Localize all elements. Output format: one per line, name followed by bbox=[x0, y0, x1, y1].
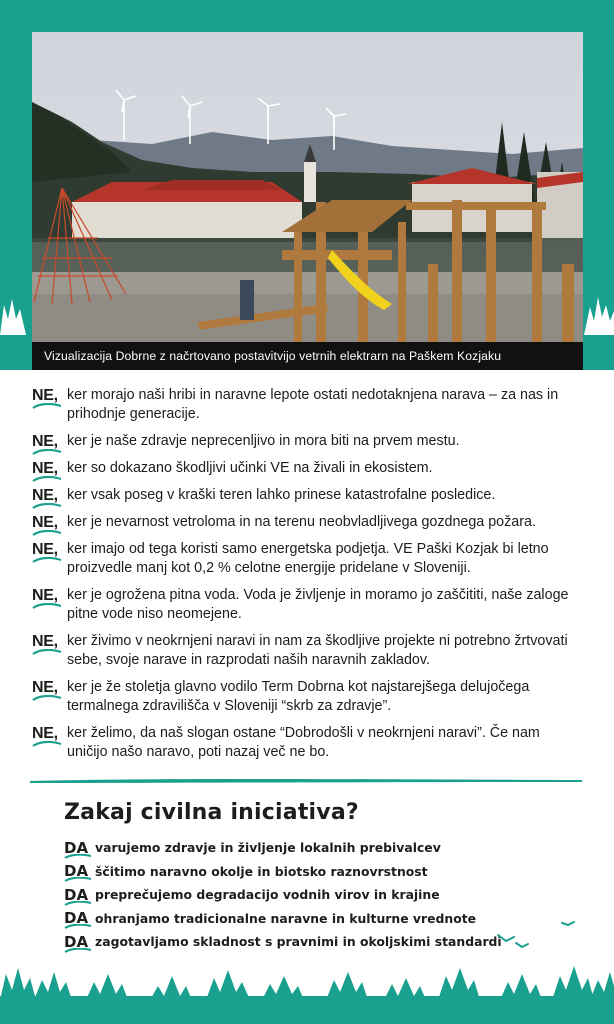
ne-reason-text: ker imajo od tega koristi samo energetska podjetja. VE Paški Kozjak bi letno proizvedle manj kot 0,2 % celotne energije pridelane v Sloveniji. bbox=[67, 541, 549, 576]
ne-keyword: NE, bbox=[32, 459, 67, 478]
list-item bbox=[32, 678, 572, 716]
da-reason-text: ohranjamo tradicionalne naravne in kulturne vrednote bbox=[95, 910, 477, 926]
section-divider bbox=[30, 776, 582, 784]
ne-reasons-list bbox=[32, 386, 572, 770]
da-keyword: DA bbox=[64, 933, 95, 951]
bird-icon bbox=[490, 915, 590, 955]
da-reasons-list bbox=[64, 836, 524, 954]
list-item bbox=[32, 586, 572, 624]
list-item bbox=[32, 486, 572, 505]
da-reason-text: varujemo zdravje in življenje lokalnih prebivalcev bbox=[95, 840, 441, 856]
swoosh-icon bbox=[64, 924, 92, 929]
swoosh-icon bbox=[64, 854, 92, 859]
list-item bbox=[64, 836, 524, 860]
ne-reason-text: ker so dokazano škodljivi učinki VE na živali in ekosistem. bbox=[67, 460, 433, 476]
ne-reason-text: ker vsak poseg v kraški teren lahko prinese katastrofalne posledice. bbox=[67, 487, 496, 503]
ne-keyword: NE, bbox=[32, 486, 67, 505]
swoosh-icon bbox=[32, 403, 62, 409]
swoosh-icon bbox=[64, 901, 92, 906]
ne-reason-text: ker je naše zdravje neprecenljivo in mora biti na prvem mestu. bbox=[67, 433, 460, 449]
da-reason-text: preprečujemo degradacijo vodnih virov in krajine bbox=[95, 887, 440, 903]
list-item bbox=[32, 540, 572, 578]
swoosh-icon bbox=[32, 741, 62, 747]
swoosh-icon bbox=[32, 649, 62, 655]
ne-keyword: NE, bbox=[32, 586, 67, 605]
da-section-title: Zakaj civilna iniciativa? bbox=[64, 800, 359, 825]
ne-reason-text: ker morajo naši hribi in naravne lepote ostati nedotaknjena narava – za nas in prihodnje generacije. bbox=[67, 387, 559, 422]
swoosh-icon bbox=[64, 948, 92, 953]
da-reason-text: zagotavljamo skladnost s pravnimi in okoljskimi standardi bbox=[95, 934, 502, 950]
tree-silhouette-icon bbox=[0, 960, 614, 1024]
da-keyword: DA bbox=[64, 909, 95, 927]
list-item bbox=[32, 432, 572, 451]
list-item bbox=[32, 386, 572, 424]
ne-reason-text: ker je nevarnost vetroloma in na terenu neobvladljivega gozdnega požara. bbox=[67, 514, 536, 530]
ne-keyword: NE, bbox=[32, 432, 67, 451]
list-item bbox=[64, 883, 524, 907]
swoosh-icon bbox=[64, 877, 92, 882]
list-item bbox=[32, 632, 572, 670]
ne-keyword: NE, bbox=[32, 386, 67, 405]
list-item bbox=[32, 459, 572, 478]
swoosh-icon bbox=[32, 476, 62, 482]
list-item bbox=[32, 724, 572, 762]
ne-keyword: NE, bbox=[32, 540, 67, 559]
ne-reason-text: ker živimo v neokrnjeni naravi in nam za škodljive projekte ni potrebno žrtvovati sebe, svoje narave in razprodati naših naravnih zakladov. bbox=[67, 633, 568, 668]
ne-keyword: NE, bbox=[32, 513, 67, 532]
swoosh-icon bbox=[32, 557, 62, 563]
ne-reason-text: ker želimo, da naš slogan ostane “Dobrodošli v neokrnjeni naravi”. Če nam uničijo našo naravo, poti nazaj več ne bo. bbox=[67, 725, 540, 760]
swoosh-icon bbox=[32, 503, 62, 509]
swoosh-icon bbox=[32, 449, 62, 455]
ne-reason-text: ker je ogrožena pitna voda. Voda je življenje in moramo jo zaščititi, naše zaloge pitne vode niso neomejene. bbox=[67, 587, 569, 622]
da-reason-text: ščitimo naravno okolje in biotsko raznovrstnost bbox=[95, 863, 428, 879]
ne-keyword: NE, bbox=[32, 724, 67, 743]
ne-reason-text: ker je že stoletja glavno vodilo Term Dobrna kot najstarejšega delujočega termalnega zdravilišča v Sloveniji “skrb za zdravje”. bbox=[67, 679, 530, 714]
swoosh-icon bbox=[32, 695, 62, 701]
photo-caption: Vizualizacija Dobrne z načrtovano postavitvijo vetrnih elektrarn na Paškem Kozjaku bbox=[32, 342, 583, 370]
da-keyword: DA bbox=[64, 862, 95, 880]
ne-keyword: NE, bbox=[32, 632, 67, 651]
swoosh-icon bbox=[32, 530, 62, 536]
list-item bbox=[64, 907, 524, 931]
da-keyword: DA bbox=[64, 839, 95, 857]
list-item bbox=[32, 513, 572, 532]
da-keyword: DA bbox=[64, 886, 95, 904]
list-item bbox=[64, 860, 524, 884]
swoosh-icon bbox=[32, 603, 62, 609]
list-item bbox=[64, 930, 524, 954]
ne-keyword: NE, bbox=[32, 678, 67, 697]
photo-visualization bbox=[32, 32, 583, 372]
